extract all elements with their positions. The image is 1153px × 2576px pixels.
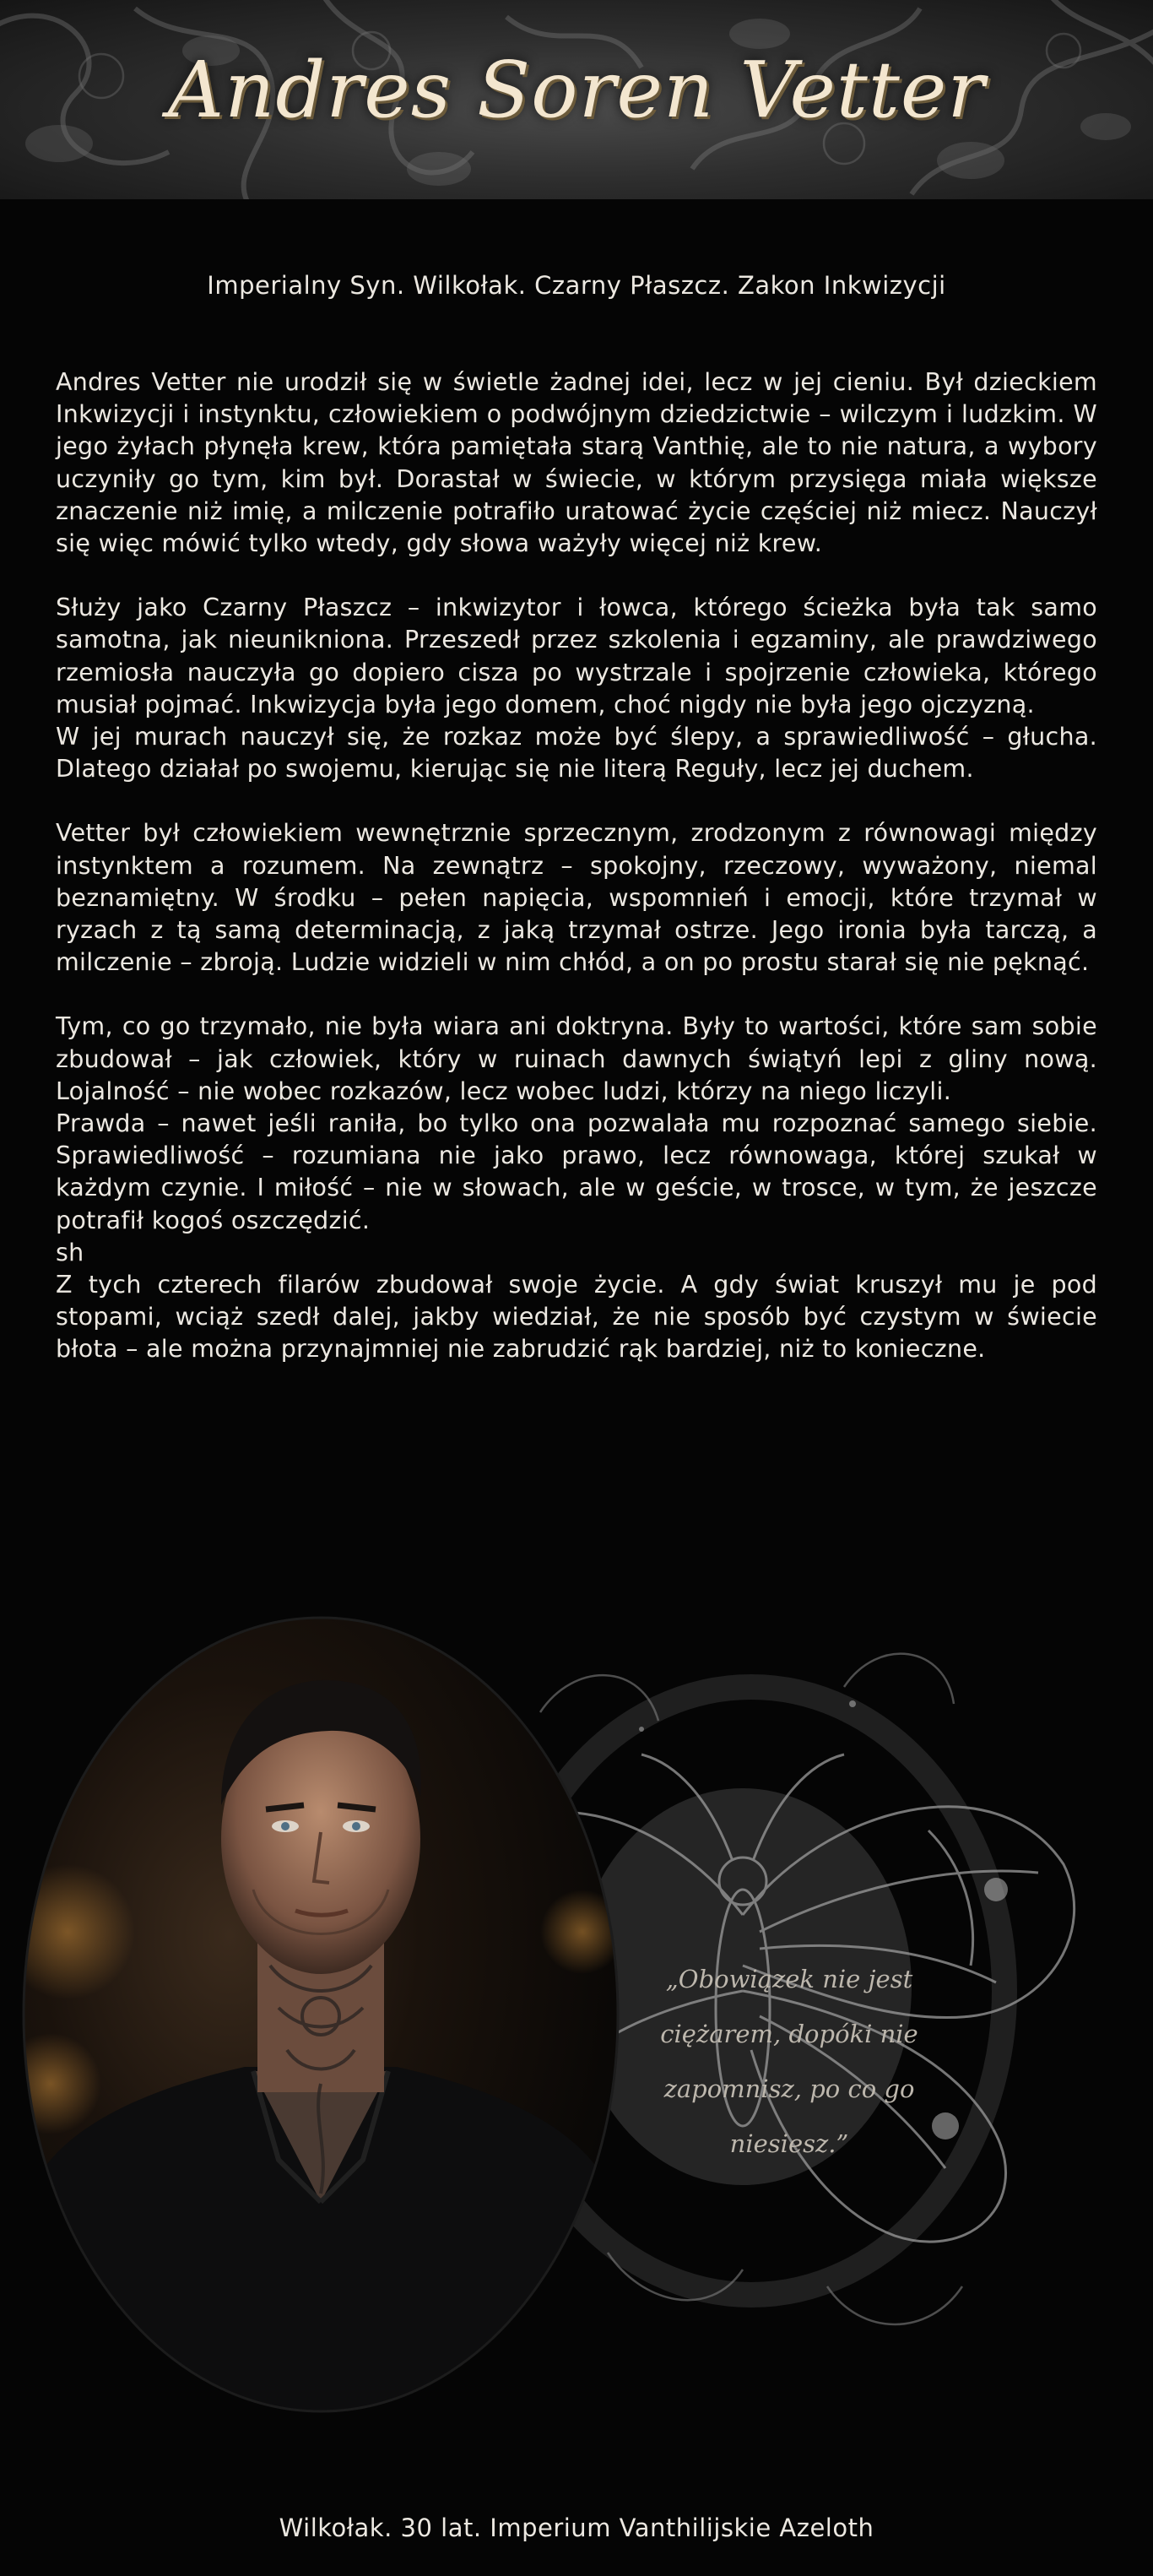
bio-paragraph: Vetter był człowiekiem wewnętrznie sprzecznym, zrodzonym z równowagi między instynktem a rozumem. Na zewnątrz – spokojny, rzeczowy, wyważony, niemal beznamiętny. W środku – pełen napięcia, wspomnień i emocji, które trzymał w ryzach z tą samą determinacją, z jaką trzymał ostrze. Jego ironia była tarczą, a milczenie – zbroją. Ludzie widzieli w nim chłód, a on po prostu starał się nie pęknąć. bbox=[56, 819, 1097, 977]
bio-paragraph: Tym, co go trzymało, nie była wiara ani doktryna. Były to wartości, które sam sobie zbudował – jak człowiek, który w ruinach dawnych świątyń lepi z gliny nową. Lojalność – nie wobec rozkazów, lecz wobec ludzi, którzy na niego liczyli. bbox=[56, 1012, 1097, 1105]
bio-paragraph: sh bbox=[56, 1238, 84, 1266]
character-summary: Wilkołak. 30 lat. Imperium Vanthilijskie Azeloth bbox=[279, 2514, 874, 2542]
bio-paragraph: Służy jako Czarny Płaszcz – inkwizytor i łowca, którego ścieżka była tak samo samotna, jak nieunikniona. Przeszedł przez szkolenia i egzaminy, ale prawdziwego rzemiosła nauczyła go dopiero cisza po wystrzale i spojrzenie człowieka, którego musiał pojmać. Inkwizycja była jego domem, choć nigdy nie była jego ojczyzną. bbox=[56, 594, 1097, 719]
biography bbox=[56, 366, 1097, 1366]
bio-paragraph: Z tych czterech filarów zbudował swoje życie. A gdy świat kruszył mu je pod stopami, wciąż szedł dalej, jakby wiedział, że nie sposób być czystym w świecie błota – ale można przynajmniej nie zabrudzić rąk bardziej, niż to konieczne. bbox=[56, 1271, 1097, 1364]
character-name: Andres Soren Vetter bbox=[167, 45, 986, 135]
bio-paragraph: Prawda – nawet jeśli raniła, bo tylko ona pozwalała mu rozpoznać samego siebie. Sprawiedliwość – rozumiana nie jako prawo, lecz równowaga, której szukał w każdym czynie. I miłość – nie w słowach, ale w geście, w trosce, w tym, że jeszcze potrafił kogoś oszczędzić. bbox=[56, 1109, 1097, 1234]
bio-paragraph: Andres Vetter nie urodził się w świetle żadnej idei, lecz w jej cieniu. Był dzieckiem Inkwizycji i instynktu, człowiekiem o podwójnym dziedzictwie – wilczym i ludzkim. W jego żyłach płynęła krew, która pamiętała starą Vanthię, ale to nie natura, a wybory uczyniły go tym, kim był. Dorastał w świecie, w którym przysięga miała większe znaczenie niż imię, a milczenie potrafiło uratować życie częściej niż miecz. Nauczył się więc mówić tylko wtedy, gdy słowa ważyły więcej niż krew. bbox=[56, 368, 1097, 558]
character-titles: Imperialny Syn. Wilkołak. Czarny Płaszcz. Zakon Inkwizycji bbox=[207, 271, 946, 300]
bio-paragraph: W jej murach nauczył się, że rozkaz może być ślepy, a sprawiedliwość – głucha. Dlatego działał po swojemu, kierując się nie literą Reguły, lecz jej duchem. bbox=[56, 723, 1097, 784]
header-banner bbox=[0, 0, 1153, 199]
character-quote: „Obowiązek nie jest ciężarem, dopóki nie zapomnisz, po co go niesiesz.” bbox=[660, 1965, 918, 2158]
illustration-section bbox=[0, 1611, 1153, 2447]
